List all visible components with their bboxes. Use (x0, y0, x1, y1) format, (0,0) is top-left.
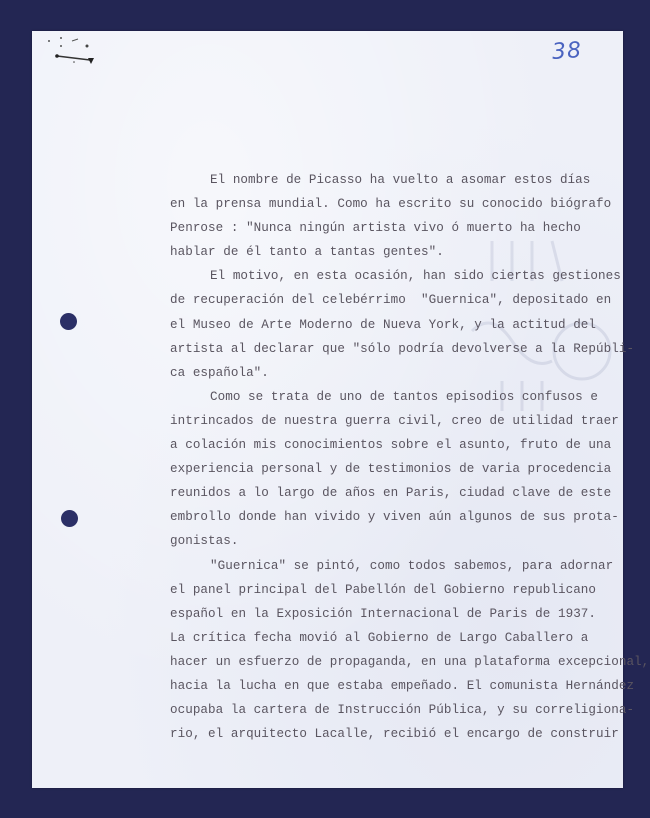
text-line: hacia la lucha en que estaba empeñado. El comunista Hernández (170, 678, 635, 693)
document-page (32, 31, 650, 788)
text-line: a colación mis conocimientos sobre el asunto, fruto de una (170, 438, 612, 453)
text-line: reunidos a lo largo de años en Paris, ciudad clave de este (170, 486, 612, 501)
text-line: El nombre de Picasso ha vuelto a asomar estos días (210, 173, 591, 187)
text-line: de recuperación del celebérrimo "Guernica", depositado en (170, 293, 612, 308)
text-line: Penrose : "Nunca ningún artista vivo ó muerto ha hecho (170, 221, 581, 236)
corner-marks-icon (44, 35, 104, 65)
text-line: español en la Exposición Internacional de Paris de 1937. (170, 606, 597, 621)
text-line: La crítica fecha movió al Gobierno de Largo Caballero a (170, 630, 589, 645)
text-line: hacer un esfuerzo de propaganda, en una plataforma excepcional, (170, 654, 650, 669)
text-line: experiencia personal y de testimonios de varia procedencia (170, 462, 612, 477)
text-line: en la prensa mundial. Como ha escrito su conocido biógrafo (170, 197, 612, 212)
text-line: El motivo, en esta ocasión, han sido ciertas gestiones (210, 269, 621, 284)
punch-hole-icon (60, 313, 77, 330)
punch-hole-icon (61, 510, 78, 527)
text-line: rio, el arquitecto Lacalle, recibió el encargo de construir (170, 727, 619, 742)
text-line: el panel principal del Pabellón del Gobierno republicano (170, 582, 597, 597)
text-line: embrollo donde han vivido y viven aún algunos de sus prota- (170, 510, 619, 525)
text-line: hablar de él tanto a tantas gentes". (170, 245, 444, 260)
text-line: el Museo de Arte Moderno de Nueva York, y la actitud del (170, 317, 597, 332)
text-line: Como se trata de uno de tantos episodios confusos e (210, 389, 598, 404)
page-number: 38 (551, 37, 583, 66)
text-line: ca española". (170, 365, 269, 380)
text-line: intrincados de nuestra guerra civil, creo de utilidad traer (170, 413, 619, 428)
text-line: gonistas. (170, 534, 239, 549)
text-line: ocupaba la cartera de Instrucción Pública, y su correligiona- (170, 703, 635, 718)
text-line: "Guernica" se pintó, como todos sabemos, para adornar (210, 558, 614, 573)
text-line: artista al declarar que "sólo podría devolverse a la Repúbli- (170, 341, 635, 356)
typewritten-text (170, 168, 650, 746)
